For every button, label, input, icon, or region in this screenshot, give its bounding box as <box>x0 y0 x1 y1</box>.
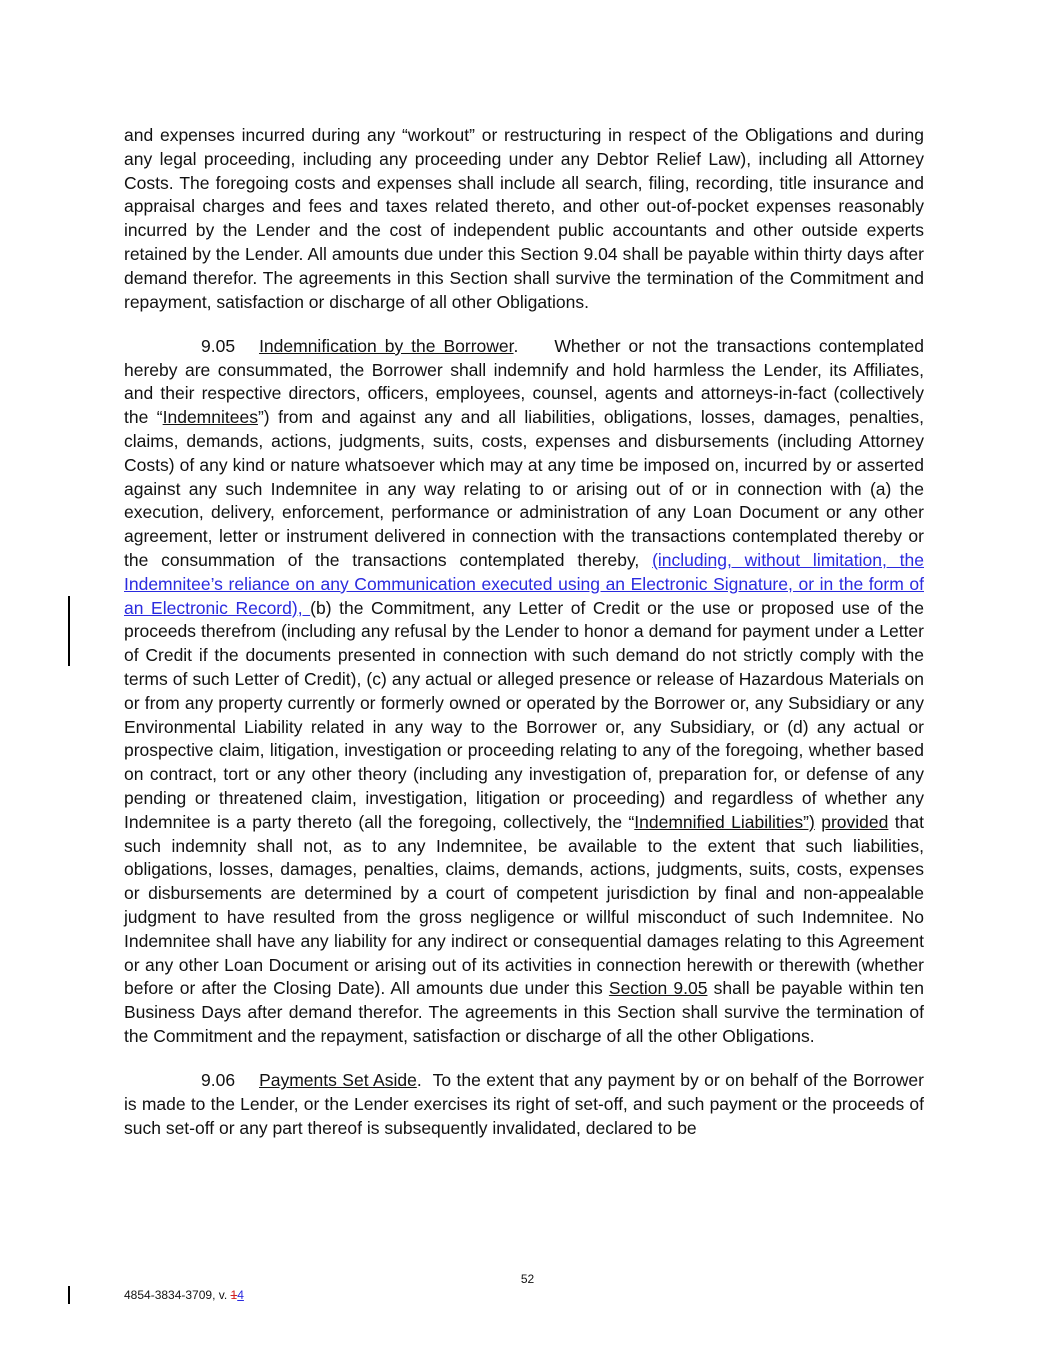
section-heading: Payments Set Aside <box>259 1070 417 1091</box>
heading-period: . <box>513 335 519 356</box>
doc-id-prefix: 4854-3834-3709, v. <box>124 1288 231 1302</box>
change-bar-footer <box>68 1286 70 1304</box>
body-text: that such indemnity shall not, as to any Indemnitee, be available to the extent that such liabilities, obligations, losses, damages, penalties, claims, demands, actions, judgments, suits, costs, expenses or disbursements are determined by a court of competent jurisdiction by final and non-appealable judgment to have resulted from the gross negligence or willful misconduct of such Indemnitee. No Indemnitee shall have any liability for any indirect or consequential damages relating to this Agreement or any other Loan Document or arising out of its activities in connection herewith or therewith (whether before or after the Closing Date). All amounts due under this <box>124 811 924 999</box>
body-text: (b) the Commitment, any Letter of Credit or the use or proposed use of the proceeds therefrom (including any refusal by the Lender to honor a demand for payment under a Letter of Credit if the documents presented in connection with such demand do not strictly comply with the terms of such Letter of Credit), (c) any actual or alleged presence or release of Hazardous Materials on or from any property currently or formerly owned or operated by the Borrower or, any Subsidiary or any Environmental Liability related in any way to the Borrower or, any Subsidiary, or (d) any actual or prospective claim, litigation, investigation or proceeding relating to any of the foregoing, whether based on contract, tort or any other theory (including any investigation of, preparation for, or defense of any pending or threatened claim, investigation, litigation or proceeding) and regardless of whether any Indemnitee is a party thereto (all the foregoing, collectively, the “ <box>124 597 924 832</box>
inserted-version: 4 <box>237 1288 244 1302</box>
body-text: ”) from and against any and all liabilities, obligations, losses, damages, penalties, claims, demands, actions, judgments, suits, costs, expenses and disbursements (including Attorney Costs) of any kind or nature whatsoever which may at any time be imposed on, incurred by or asserted against any such Indemnitee in any way relating to or arising out of or in connection with (a) the execution, delivery, enforcement, performance or administration of any Loan Document or any other agreement, letter or instrument delivered in connection with the transactions contemplated thereby or the consummation of the transactions contemplated thereby, <box>124 407 924 571</box>
section-heading: Indemnification by the Borrower <box>259 335 514 356</box>
heading-period: . <box>416 1070 422 1091</box>
section-number: 9.06 <box>201 1070 236 1091</box>
page-number: 52 <box>520 1272 535 1286</box>
body-text: To the extent that any payment by or on behalf of the Borrower is made to the Lender, or the Lender exercises its right of set-off, and such payment or the proceeds of such set-off or any part thereof is subsequently invalidated, declared to be <box>124 1070 924 1138</box>
provided-term: provided <box>821 811 889 832</box>
inserted-text-revision: (including, without limitation, the Indemnitee’s reliance on any Communication executed using an Electronic Signature, or in the form of an Electronic Record), <box>124 550 924 618</box>
body-text: Whether or not the transactions contemplated hereby are consummated, the Borrower shall indemnify and hold harmless the Lender, its Affiliates, and their respective directors, officers, employees, counsel, agents and attorneys-in-fact (collectively the “ <box>124 335 924 428</box>
document-page <box>124 124 924 1141</box>
change-bar <box>68 596 70 666</box>
section-reference-link[interactable]: Section 9.05 <box>608 978 708 999</box>
section-number: 9.05 <box>201 335 236 356</box>
body-text: shall be payable within ten Business Days after demand therefor. The agreements in this Section shall survive the termination of the Commitment and the repayment, satisfaction or discharge of all the other Obligations. <box>124 978 924 1046</box>
deleted-version: 1 <box>230 1288 238 1302</box>
defined-term-indemnitees: Indemnitees <box>162 407 258 428</box>
section-9-06 <box>124 1069 924 1140</box>
paragraph-9-04-continuation: and expenses incurred during any “workout” or restructuring in respect of the Obligations and during any legal proceeding, including any proceeding under any Debtor Relief Law), including all Attorney Costs. The foregoing costs and expenses shall include all search, filing, recording, title insurance and appraisal charges and fees and taxes related thereto, and other out-of-pocket expenses reasonably incurred by the Lender and the cost of independent public accountants and other outside experts retained by the Lender. All amounts due under this Section 9.04 shall be payable within thirty days after demand therefor. The agreements in this Section shall survive the termination of the Commitment and repayment, satisfaction or discharge of all other Obligations. <box>124 125 924 312</box>
defined-term-indemnified-liabilities: Indemnified Liabilities”) <box>634 811 815 832</box>
document-id <box>124 1288 244 1302</box>
section-9-05 <box>124 335 924 1049</box>
